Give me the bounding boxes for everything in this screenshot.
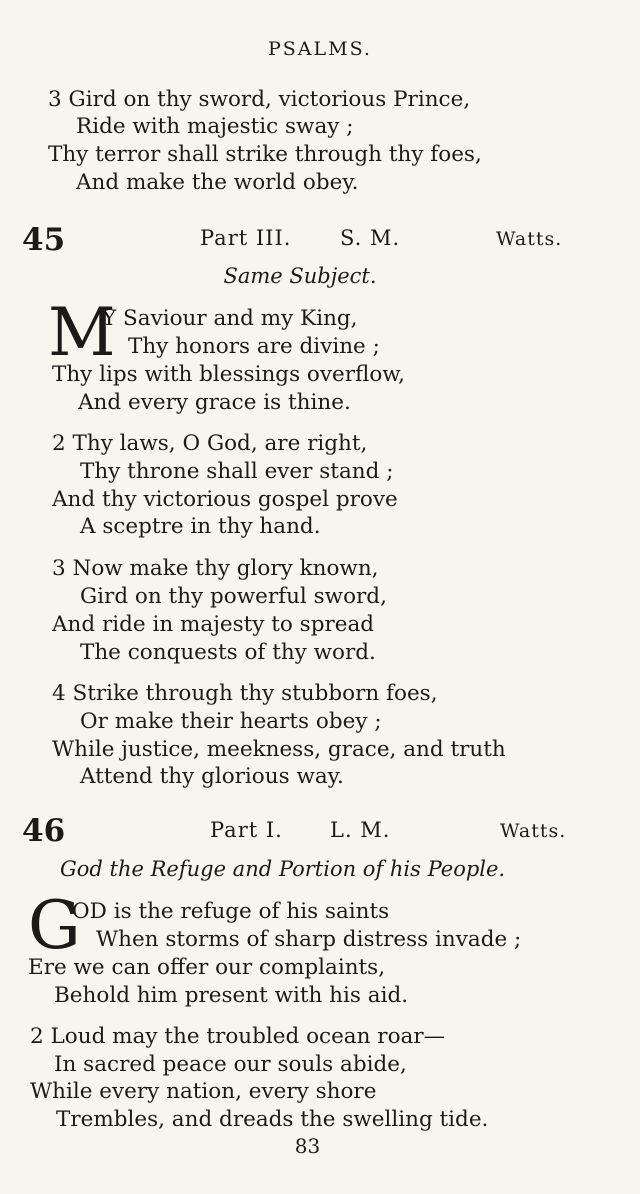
hymn-number: 46 (22, 813, 66, 849)
stanza-line: OD is the refuge of his saints (72, 899, 390, 924)
stanza-line: Y Saviour and my King, (102, 306, 358, 331)
drop-cap: G (28, 887, 81, 964)
stanza-line: 3 Now make thy glory known, (52, 556, 379, 581)
drop-cap: M (48, 294, 116, 371)
page-number: 83 (294, 1134, 321, 1158)
stanza-line: The conquests of thy word. (80, 640, 376, 665)
stanza-line: In sacred peace our souls abide, (54, 1052, 407, 1077)
stanza-line: Behold him present with his aid. (54, 983, 409, 1008)
stanza-line: And every grace is thine. (78, 390, 351, 415)
hymn-subtitle: God the Refuge and Portion of his People. (60, 857, 506, 881)
stanza-line: Thy honors are divine ; (128, 334, 380, 359)
stanza-line: 2 Loud may the troubled ocean roar— (30, 1024, 446, 1049)
stanza-line: 4 Strike through thy stubborn foes, (52, 681, 438, 706)
hymn-part: Part I. (210, 818, 283, 842)
stanza-line: And thy victorious gospel prove (52, 487, 398, 512)
hymn-part: Part III. (200, 226, 292, 250)
stanza-line: Trembles, and dreads the swelling tide. (56, 1107, 489, 1132)
stanza-line: While justice, meekness, grace, and truth (52, 737, 506, 762)
stanza-line: Thy lips with blessings overflow, (52, 362, 405, 387)
stanza-line: While every nation, every shore (30, 1079, 377, 1104)
stanza-line: A sceptre in thy hand. (80, 514, 321, 539)
stanza-line: Or make their hearts obey ; (80, 709, 382, 734)
hymn-subtitle: Same Subject. (223, 264, 377, 288)
stanza-line: 3 Gird on thy sword, victorious Prince, (48, 87, 471, 112)
stanza-line: Ride with majestic sway ; (76, 114, 354, 139)
stanza-line: Thy throne shall ever stand ; (80, 459, 394, 484)
running-head: PSALMS. (268, 38, 372, 60)
stanza-line: Attend thy glorious way. (80, 764, 344, 789)
stanza-line: Gird on thy powerful sword, (80, 584, 387, 609)
hymn-author: Watts. (496, 228, 563, 250)
stanza-line: And ride in majesty to spread (52, 612, 375, 637)
stanza-line: And make the world obey. (76, 170, 359, 195)
hymn-meter: S. M. (340, 226, 401, 250)
stanza-line: Thy terror shall strike through thy foes, (48, 142, 482, 167)
stanza-line: When storms of sharp distress invade ; (96, 927, 522, 952)
stanza-line: Ere we can offer our complaints, (28, 955, 386, 980)
hymn-number: 45 (22, 222, 66, 258)
stanza-line: 2 Thy laws, O God, are right, (52, 431, 368, 456)
hymn-meter: L. M. (330, 818, 391, 842)
hymn-author: Watts. (500, 820, 567, 842)
